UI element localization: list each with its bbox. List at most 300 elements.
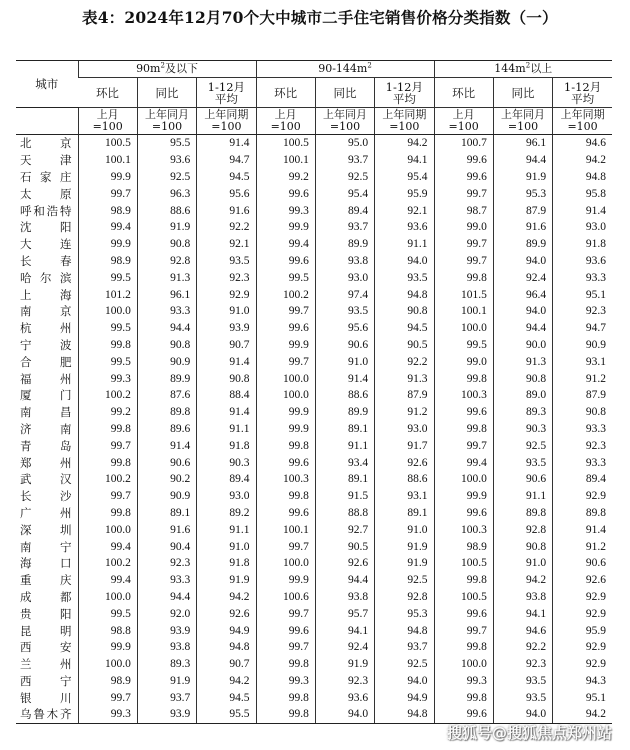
index-value-cell: 93.4	[315, 454, 374, 471]
index-value-cell: 98.8	[78, 622, 137, 639]
index-value-cell: 93.6	[137, 152, 196, 169]
metric-header-large-ytd-avg: 1-12月 平均	[553, 78, 612, 108]
index-value-cell: 94.5	[375, 320, 434, 337]
index-value-cell: 88.6	[137, 202, 196, 219]
index-value-cell: 91.2	[553, 370, 612, 387]
index-value-cell: 100.3	[434, 521, 493, 538]
base-header-large-ytd-avg: 上年同期 =100	[553, 108, 612, 135]
base-header-small-yoy: 上年同月 =100	[137, 108, 196, 135]
index-value-cell: 99.6	[256, 320, 315, 337]
city-name-cell: 昆明	[20, 623, 72, 638]
base-header-medium-ytd-avg: 上年同期 =100	[375, 108, 434, 135]
index-value-cell: 90.2	[137, 471, 196, 488]
table-row	[16, 169, 612, 186]
index-value-cell: 92.8	[375, 589, 434, 606]
city-name-cell: 广州	[20, 505, 72, 520]
city-name-cell: 武汉	[20, 472, 72, 487]
index-value-cell: 91.9	[375, 538, 434, 555]
metric-header-medium-mom: 环比	[256, 78, 315, 108]
index-value-cell: 99.9	[256, 337, 315, 354]
index-value-cell: 99.7	[434, 622, 493, 639]
table-body	[16, 135, 612, 724]
index-value-cell: 99.7	[256, 605, 315, 622]
index-value-cell: 99.8	[434, 572, 493, 589]
index-value-cell: 100.7	[434, 135, 493, 152]
metric-header-small-yoy: 同比	[137, 78, 196, 108]
index-value-cell: 98.9	[434, 538, 493, 555]
index-value-cell: 93.7	[315, 219, 374, 236]
index-value-cell: 93.9	[137, 622, 196, 639]
band-header-large: $144m^2$以上	[434, 61, 612, 78]
index-value-cell: 99.4	[78, 219, 137, 236]
table-row	[16, 622, 612, 639]
table-row	[16, 605, 612, 622]
index-value-cell: 100.0	[434, 320, 493, 337]
index-value-cell: 99.6	[434, 404, 493, 421]
index-value-cell: 100.5	[256, 135, 315, 152]
base-header-large-mom: 上月 =100	[434, 108, 493, 135]
index-value-cell: 93.8	[137, 639, 196, 656]
index-value-cell: 99.8	[434, 370, 493, 387]
index-value-cell: 92.2	[493, 639, 552, 656]
index-value-cell: 94.5	[197, 169, 256, 186]
table-row	[16, 286, 612, 303]
index-value-cell: 90.8	[553, 404, 612, 421]
index-value-cell: 100.5	[434, 555, 493, 572]
city-name-cell: 石家庄	[20, 169, 72, 184]
index-value-cell: 87.9	[375, 387, 434, 404]
table-row	[16, 253, 612, 270]
index-value-cell: 91.1	[375, 236, 434, 253]
table-row	[16, 219, 612, 236]
source-watermark: 搜狐号@搜狐焦点郑州站	[447, 724, 613, 742]
index-value-cell: 87.9	[493, 202, 552, 219]
index-value-cell: 100.1	[256, 521, 315, 538]
index-value-cell: 91.1	[197, 421, 256, 438]
index-value-cell: 91.0	[197, 303, 256, 320]
table-row	[16, 337, 612, 354]
index-value-cell: 91.0	[197, 538, 256, 555]
index-value-cell: 89.9	[315, 404, 374, 421]
index-value-cell: 91.4	[553, 521, 612, 538]
table-row	[16, 135, 612, 152]
index-value-cell: 90.3	[493, 421, 552, 438]
index-value-cell: 91.8	[197, 555, 256, 572]
index-value-cell: 100.2	[256, 286, 315, 303]
table-row	[16, 689, 612, 706]
index-value-cell: 99.5	[78, 269, 137, 286]
index-value-cell: 94.8	[197, 639, 256, 656]
header-row-size-bands	[16, 61, 612, 78]
index-value-cell: 99.5	[78, 320, 137, 337]
city-name-cell: 天津	[20, 153, 72, 168]
index-value-cell: 91.4	[197, 353, 256, 370]
index-value-cell: 98.9	[78, 202, 137, 219]
index-value-cell: 94.2	[375, 135, 434, 152]
index-value-cell: 93.5	[493, 689, 552, 706]
index-value-cell: 92.5	[375, 656, 434, 673]
index-value-cell: 99.3	[256, 202, 315, 219]
index-value-cell: 99.7	[434, 185, 493, 202]
index-value-cell: 100.0	[256, 387, 315, 404]
index-value-cell: 99.6	[434, 605, 493, 622]
index-value-cell: 94.2	[197, 589, 256, 606]
index-value-cell: 94.3	[553, 673, 612, 690]
index-value-cell: 93.6	[553, 253, 612, 270]
index-value-cell: 92.2	[375, 353, 434, 370]
index-value-cell: 92.6	[553, 572, 612, 589]
index-value-cell: 100.5	[78, 135, 137, 152]
index-value-cell: 99.8	[78, 337, 137, 354]
band-header-medium: $90-144m^2$	[256, 61, 434, 78]
index-value-cell: 99.5	[256, 269, 315, 286]
index-value-cell: 95.9	[553, 622, 612, 639]
index-value-cell: 99.4	[256, 236, 315, 253]
index-value-cell: 90.6	[493, 471, 552, 488]
index-value-cell: 99.6	[256, 622, 315, 639]
index-value-cell: 96.1	[493, 135, 552, 152]
index-value-cell: 91.0	[315, 353, 374, 370]
index-value-cell: 92.3	[315, 673, 374, 690]
base-header-small-mom: 上月 =100	[78, 108, 137, 135]
index-value-cell: 93.8	[315, 589, 374, 606]
index-value-cell: 99.8	[256, 488, 315, 505]
index-value-cell: 95.3	[375, 605, 434, 622]
index-value-cell: 99.6	[256, 185, 315, 202]
index-value-cell: 99.5	[434, 337, 493, 354]
index-value-cell: 94.7	[197, 152, 256, 169]
table-row	[16, 370, 612, 387]
index-value-cell: 95.4	[375, 169, 434, 186]
index-value-cell: 99.5	[78, 353, 137, 370]
city-name-cell: 太原	[20, 186, 72, 201]
index-value-cell: 94.8	[375, 622, 434, 639]
index-value-cell: 99.9	[256, 219, 315, 236]
city-name-cell: 成都	[20, 589, 72, 604]
index-value-cell: 99.6	[256, 505, 315, 522]
index-value-cell: 94.2	[197, 673, 256, 690]
index-value-cell: 100.2	[78, 387, 137, 404]
city-name-cell: 青岛	[20, 438, 72, 453]
index-value-cell: 99.6	[434, 152, 493, 169]
index-value-cell: 94.6	[553, 135, 612, 152]
index-value-cell: 92.9	[197, 286, 256, 303]
index-value-cell: 99.9	[256, 421, 315, 438]
table-row	[16, 521, 612, 538]
index-value-cell: 90.5	[315, 538, 374, 555]
index-value-cell: 99.9	[78, 639, 137, 656]
index-value-cell: 99.6	[256, 253, 315, 270]
city-name-cell: 宁波	[20, 337, 72, 352]
index-value-cell: 91.0	[375, 521, 434, 538]
city-name-cell: 深圳	[20, 522, 72, 537]
index-value-cell: 92.2	[197, 219, 256, 236]
index-value-cell: 99.7	[78, 437, 137, 454]
index-value-cell: 92.0	[137, 605, 196, 622]
index-value-cell: 100.3	[434, 387, 493, 404]
index-value-cell: 94.4	[493, 320, 552, 337]
index-value-cell: 90.5	[375, 337, 434, 354]
index-value-cell: 93.9	[197, 320, 256, 337]
index-value-cell: 100.1	[256, 152, 315, 169]
table-row	[16, 673, 612, 690]
index-value-cell: 92.5	[315, 169, 374, 186]
index-value-cell: 99.9	[256, 572, 315, 589]
index-value-cell: 89.3	[493, 404, 552, 421]
index-value-cell: 99.4	[78, 538, 137, 555]
index-value-cell: 88.8	[315, 505, 374, 522]
index-value-cell: 91.1	[197, 521, 256, 538]
city-name-cell: 长沙	[20, 489, 72, 504]
index-value-cell: 94.8	[375, 706, 434, 723]
index-value-cell: 93.0	[197, 488, 256, 505]
city-name-cell: 南京	[20, 304, 72, 319]
index-value-cell: 99.7	[78, 185, 137, 202]
index-value-cell: 95.1	[553, 286, 612, 303]
index-value-cell: 99.8	[434, 689, 493, 706]
index-value-cell: 93.9	[137, 706, 196, 723]
metric-header-medium-ytd-avg: 1-12月 平均	[375, 78, 434, 108]
index-value-cell: 89.6	[137, 421, 196, 438]
index-value-cell: 91.9	[315, 656, 374, 673]
city-name-cell: 北京	[20, 136, 72, 151]
table-title: 表4：2024年12月70个大中城市二手住宅销售价格分类指数（一）	[82, 8, 558, 27]
index-value-cell: 99.8	[434, 269, 493, 286]
index-value-cell: 93.5	[315, 303, 374, 320]
index-value-cell: 90.8	[493, 370, 552, 387]
index-value-cell: 91.3	[493, 353, 552, 370]
city-column-header: 城市	[16, 61, 78, 108]
index-value-cell: 100.1	[434, 303, 493, 320]
index-value-cell: 89.3	[137, 656, 196, 673]
metric-header-small-ytd-avg: 1-12月 平均	[197, 78, 256, 108]
city-name-cell: 郑州	[20, 455, 72, 470]
index-value-cell: 93.1	[375, 488, 434, 505]
city-name-cell: 南昌	[20, 405, 72, 420]
index-value-cell: 98.7	[434, 202, 493, 219]
index-value-cell: 91.2	[375, 404, 434, 421]
index-value-cell: 93.7	[315, 152, 374, 169]
index-value-cell: 91.3	[137, 269, 196, 286]
index-value-cell: 99.3	[256, 673, 315, 690]
index-value-cell: 91.4	[197, 135, 256, 152]
index-value-cell: 89.8	[493, 505, 552, 522]
index-value-cell: 99.2	[256, 169, 315, 186]
index-value-cell: 92.6	[197, 605, 256, 622]
index-value-cell: 89.1	[315, 421, 374, 438]
index-value-cell: 93.3	[137, 303, 196, 320]
index-value-cell: 94.2	[553, 152, 612, 169]
metric-header-medium-yoy: 同比	[315, 78, 374, 108]
index-value-cell: 99.6	[434, 505, 493, 522]
index-value-cell: 89.8	[137, 404, 196, 421]
index-value-cell: 100.6	[256, 589, 315, 606]
metric-header-large-yoy: 同比	[493, 78, 552, 108]
price-index-table	[16, 60, 612, 724]
table-row	[16, 202, 612, 219]
city-name-cell: 兰州	[20, 657, 72, 672]
metric-header-small-mom: 环比	[78, 78, 137, 108]
index-value-cell: 99.7	[434, 437, 493, 454]
metric-header-large-mom: 环比	[434, 78, 493, 108]
index-value-cell: 87.6	[137, 387, 196, 404]
index-value-cell: 90.6	[315, 337, 374, 354]
index-value-cell: 91.8	[553, 236, 612, 253]
index-value-cell: 92.3	[197, 269, 256, 286]
index-value-cell: 100.3	[256, 471, 315, 488]
index-value-cell: 90.8	[137, 337, 196, 354]
index-value-cell: 91.4	[553, 202, 612, 219]
city-name-cell: 长春	[20, 253, 72, 268]
table-row	[16, 572, 612, 589]
city-name-cell: 厦门	[20, 388, 72, 403]
index-value-cell: 91.6	[137, 521, 196, 538]
index-value-cell: 101.2	[78, 286, 137, 303]
index-value-cell: 100.2	[78, 555, 137, 572]
index-value-cell: 100.1	[78, 152, 137, 169]
index-value-cell: 89.9	[315, 236, 374, 253]
index-value-cell: 90.3	[197, 454, 256, 471]
city-name-cell: 济南	[20, 421, 72, 436]
table-row	[16, 320, 612, 337]
index-value-cell: 99.5	[78, 605, 137, 622]
index-value-cell: 90.0	[493, 337, 552, 354]
table-row	[16, 538, 612, 555]
index-value-cell: 95.8	[553, 185, 612, 202]
index-value-cell: 87.9	[553, 387, 612, 404]
index-value-cell: 93.5	[375, 269, 434, 286]
table-row	[16, 303, 612, 320]
index-value-cell: 94.0	[315, 706, 374, 723]
city-name-cell: 银川	[20, 690, 72, 705]
index-value-cell: 91.0	[493, 555, 552, 572]
index-value-cell: 93.6	[375, 219, 434, 236]
city-name-cell: 乌鲁木齐	[16, 706, 78, 723]
index-value-cell: 99.8	[78, 421, 137, 438]
city-name-cell: 西安	[20, 640, 72, 655]
index-value-cell: 94.1	[493, 605, 552, 622]
index-value-cell: 91.6	[493, 219, 552, 236]
index-value-cell: 94.9	[197, 622, 256, 639]
index-value-cell: 94.0	[375, 253, 434, 270]
index-value-cell: 93.3	[137, 572, 196, 589]
index-value-cell: 91.9	[137, 219, 196, 236]
index-value-cell: 95.4	[315, 185, 374, 202]
index-value-cell: 99.7	[434, 236, 493, 253]
index-value-cell: 89.1	[375, 505, 434, 522]
index-value-cell: 89.2	[197, 505, 256, 522]
index-value-cell: 90.4	[137, 538, 196, 555]
index-value-cell: 89.4	[553, 471, 612, 488]
index-value-cell: 91.8	[197, 437, 256, 454]
index-value-cell: 100.0	[78, 589, 137, 606]
index-value-cell: 99.2	[78, 404, 137, 421]
index-value-cell: 92.3	[553, 303, 612, 320]
city-name-cell: 南宁	[20, 539, 72, 554]
city-name-cell: 大连	[20, 237, 72, 252]
index-value-cell: 99.6	[434, 706, 493, 723]
index-value-cell: 99.8	[256, 437, 315, 454]
table-row	[16, 505, 612, 522]
index-value-cell: 99.9	[78, 236, 137, 253]
index-value-cell: 93.7	[375, 639, 434, 656]
index-value-cell: 99.0	[434, 219, 493, 236]
city-name-cell: 合肥	[20, 354, 72, 369]
index-value-cell: 98.9	[78, 253, 137, 270]
index-value-cell: 94.0	[493, 303, 552, 320]
index-value-cell: 99.6	[434, 169, 493, 186]
index-value-cell: 100.0	[256, 555, 315, 572]
table-row	[16, 437, 612, 454]
index-value-cell: 91.6	[197, 202, 256, 219]
index-value-cell: 99.8	[434, 639, 493, 656]
index-value-cell: 92.9	[553, 656, 612, 673]
index-value-cell: 92.4	[315, 639, 374, 656]
index-value-cell: 99.7	[256, 303, 315, 320]
city-name-cell: 呼和浩特	[20, 203, 72, 218]
index-value-cell: 99.8	[256, 689, 315, 706]
index-value-cell: 99.3	[434, 673, 493, 690]
index-value-cell: 95.5	[197, 706, 256, 723]
index-value-cell: 96.4	[493, 286, 552, 303]
index-value-cell: 90.8	[197, 370, 256, 387]
index-value-cell: 94.8	[553, 169, 612, 186]
index-value-cell: 99.9	[78, 169, 137, 186]
table-row	[16, 421, 612, 438]
table-row	[16, 269, 612, 286]
index-value-cell: 99.9	[256, 404, 315, 421]
index-value-cell: 92.3	[137, 555, 196, 572]
index-value-cell: 91.7	[375, 437, 434, 454]
city-name-cell: 海口	[20, 556, 72, 571]
index-value-cell: 94.0	[493, 706, 552, 723]
index-value-cell: 99.7	[256, 353, 315, 370]
index-value-cell: 100.0	[434, 471, 493, 488]
index-value-cell: 94.2	[493, 572, 552, 589]
band-header-small: $90m^2$及以下	[78, 61, 256, 78]
index-value-cell: 95.3	[493, 185, 552, 202]
index-value-cell: 93.5	[197, 253, 256, 270]
index-value-cell: 89.9	[493, 236, 552, 253]
table-row	[16, 639, 612, 656]
index-value-cell: 90.8	[137, 236, 196, 253]
index-value-cell: 94.5	[197, 689, 256, 706]
index-value-cell: 91.5	[315, 488, 374, 505]
index-value-cell: 92.9	[553, 639, 612, 656]
index-value-cell: 94.8	[375, 286, 434, 303]
index-value-cell: 98.9	[78, 673, 137, 690]
index-value-cell: 100.0	[256, 370, 315, 387]
index-value-cell: 89.4	[197, 471, 256, 488]
index-value-cell: 93.8	[315, 253, 374, 270]
index-value-cell: 93.7	[137, 689, 196, 706]
index-value-cell: 100.0	[434, 656, 493, 673]
index-value-cell: 90.9	[553, 337, 612, 354]
index-value-cell: 90.7	[197, 337, 256, 354]
header-row-bases	[16, 108, 612, 135]
index-value-cell: 92.6	[315, 555, 374, 572]
index-value-cell: 99.3	[78, 706, 137, 723]
index-value-cell: 89.4	[315, 202, 374, 219]
index-value-cell: 89.9	[137, 370, 196, 387]
city-name-cell: 西宁	[20, 673, 72, 688]
table-row	[16, 656, 612, 673]
header-row-metrics	[16, 78, 612, 108]
index-value-cell: 99.4	[434, 454, 493, 471]
base-header-medium-yoy: 上年同月 =100	[315, 108, 374, 135]
index-value-cell: 93.0	[375, 421, 434, 438]
index-value-cell: 92.3	[493, 656, 552, 673]
